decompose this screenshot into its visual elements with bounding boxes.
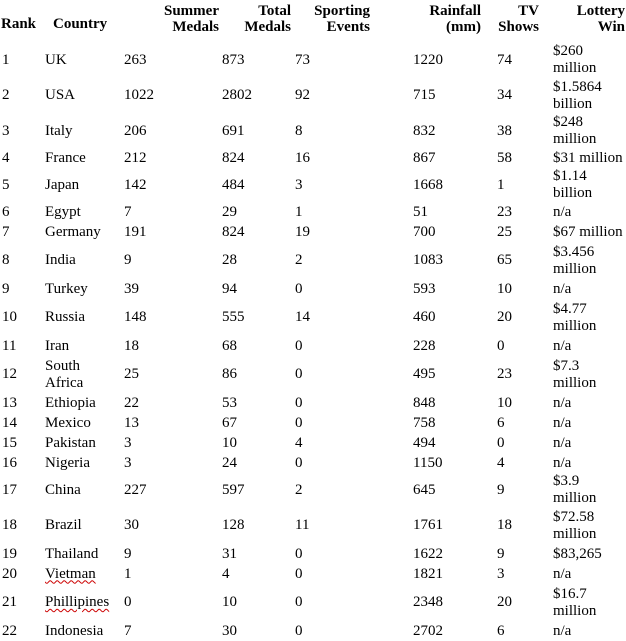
sporting-events-cell: 3 <box>295 176 303 193</box>
total-medals-cell: 86 <box>222 366 237 382</box>
rainfall-cell: 758 <box>413 414 436 431</box>
country-cell: Brazil <box>45 517 82 533</box>
rainfall-cell: 645 <box>413 481 436 498</box>
lottery-win-cell: n/a <box>553 394 572 411</box>
sporting-events-cell: 0 <box>295 545 303 562</box>
rainfall-cell: 494 <box>413 434 436 451</box>
rank-cell: 5 <box>2 176 10 193</box>
header-rank: Rank <box>1 16 37 32</box>
total-medals-cell: 31 <box>222 545 237 562</box>
rank-cell: 21 <box>2 594 17 610</box>
sporting-events-cell: 11 <box>295 517 310 533</box>
tv-shows-cell: 9 <box>497 545 505 562</box>
summer-medals-cell: 142 <box>124 176 147 193</box>
lottery-win-cell: n/a <box>553 414 572 431</box>
total-medals-cell: 824 <box>222 223 245 240</box>
table-row <box>1 621 625 641</box>
total-medals-cell: 824 <box>222 149 245 166</box>
rainfall-cell: 715 <box>413 87 436 103</box>
header-country: Country <box>53 16 108 32</box>
country-cell: Thailand <box>45 545 99 562</box>
country-cell: Mexico <box>45 414 91 431</box>
tv-shows-cell: 9 <box>497 481 505 498</box>
summer-medals-cell: 18 <box>124 337 139 354</box>
sporting-events-cell: 0 <box>295 414 303 431</box>
lottery-win-cell: n/a <box>553 434 572 451</box>
tv-shows-cell: 23 <box>497 203 512 220</box>
rainfall-cell: 1761 <box>413 517 443 533</box>
table-row <box>1 279 625 299</box>
sporting-events-cell: 0 <box>295 366 303 382</box>
total-medals-cell: 4 <box>222 565 230 582</box>
table-row <box>1 507 625 544</box>
lottery-win-cell: $248 million <box>553 114 597 147</box>
rainfall-cell: 1668 <box>413 176 443 193</box>
summer-medals-cell: 206 <box>124 122 147 139</box>
lottery-win-cell: $72.58 million <box>553 508 597 542</box>
sporting-events-cell: 0 <box>295 454 303 471</box>
total-medals-cell: 597 <box>222 481 245 498</box>
table-row <box>1 43 625 77</box>
rank-cell: 12 <box>2 366 17 382</box>
header-row <box>1 1 625 43</box>
country-cell: France <box>45 149 86 166</box>
lottery-win-cell: n/a <box>553 454 572 471</box>
summer-medals-cell: 25 <box>124 366 139 382</box>
table-row <box>1 148 625 168</box>
rank-cell: 4 <box>2 149 10 166</box>
total-medals-cell: 53 <box>222 394 237 411</box>
rainfall-cell: 1083 <box>413 252 443 268</box>
rainfall-cell: 51 <box>413 203 428 220</box>
tv-shows-cell: 65 <box>497 252 512 268</box>
total-medals-cell: 24 <box>222 454 237 471</box>
country-cell: Indonesia <box>45 622 104 639</box>
summer-medals-cell: 1022 <box>124 87 154 103</box>
rainfall-cell: 867 <box>413 149 436 166</box>
total-medals-cell: 68 <box>222 337 237 354</box>
table-row <box>1 473 625 507</box>
summer-medals-cell: 227 <box>124 481 147 498</box>
tv-shows-cell: 3 <box>497 565 505 582</box>
header-summer-medals: Summer Medals <box>164 3 219 35</box>
country-cell: India <box>45 252 76 268</box>
country-cell: Nigeria <box>45 454 90 471</box>
rank-cell: 14 <box>2 414 17 431</box>
lottery-win-cell: $4.77 million <box>553 300 597 334</box>
sporting-events-cell: 14 <box>295 309 310 325</box>
rainfall-cell: 1150 <box>413 454 443 471</box>
sporting-events-cell: 0 <box>295 280 303 297</box>
sporting-events-cell: 19 <box>295 223 310 240</box>
country-cell: Japan <box>45 176 80 193</box>
tv-shows-cell: 0 <box>497 337 505 354</box>
tv-shows-cell: 18 <box>497 517 512 533</box>
total-medals-cell: 484 <box>222 176 245 193</box>
rainfall-cell: 848 <box>413 394 436 411</box>
summer-medals-cell: 13 <box>124 414 139 431</box>
summer-medals-cell: 191 <box>124 223 147 240</box>
table-row <box>1 393 625 413</box>
table-row <box>1 413 625 433</box>
header-sporting-events: Sporting Events <box>314 3 370 35</box>
summer-medals-cell: 3 <box>124 434 132 451</box>
total-medals-cell: 67 <box>222 414 237 431</box>
sporting-events-cell: 0 <box>295 594 303 610</box>
rank-cell: 6 <box>2 203 10 220</box>
summer-medals-cell: 39 <box>124 280 139 297</box>
lottery-win-cell: $7.3 million <box>553 357 597 391</box>
sporting-events-cell: 8 <box>295 122 303 139</box>
lottery-win-cell: n/a <box>553 280 572 297</box>
sporting-events-cell: 2 <box>295 481 303 498</box>
total-medals-cell: 691 <box>222 122 245 139</box>
rank-cell: 3 <box>2 122 10 139</box>
table-row <box>1 168 625 202</box>
tv-shows-cell: 6 <box>497 622 505 639</box>
summer-medals-cell: 7 <box>124 203 132 220</box>
total-medals-cell: 873 <box>222 51 245 68</box>
rainfall-cell: 593 <box>413 280 436 297</box>
total-medals-cell: 2802 <box>222 87 252 103</box>
total-medals-cell: 29 <box>222 203 237 220</box>
rank-cell: 1 <box>2 51 10 68</box>
country-cell: Phillipines <box>45 594 110 610</box>
lottery-win-cell: $3.9 million <box>553 473 597 506</box>
total-medals-cell: 128 <box>222 517 245 533</box>
sporting-events-cell: 92 <box>295 87 310 103</box>
table-row <box>1 202 625 222</box>
sporting-events-cell: 16 <box>295 149 310 166</box>
rank-cell: 17 <box>2 481 17 498</box>
summer-medals-cell: 7 <box>124 622 132 639</box>
table-row <box>1 584 625 621</box>
sporting-events-cell: 0 <box>295 394 303 411</box>
tv-shows-cell: 25 <box>497 223 512 240</box>
lottery-win-cell: $16.7 million <box>553 585 597 619</box>
tv-shows-cell: 10 <box>497 280 512 297</box>
summer-medals-cell: 212 <box>124 149 147 166</box>
sporting-events-cell: 0 <box>295 622 303 639</box>
country-cell: USA <box>45 87 76 103</box>
lottery-win-cell: n/a <box>553 565 572 582</box>
lottery-win-cell: $3.456 million <box>553 243 597 277</box>
lottery-win-cell: $31 million <box>553 149 623 166</box>
rank-cell: 20 <box>2 565 17 582</box>
rainfall-cell: 495 <box>413 366 436 382</box>
country-cell: Italy <box>45 122 73 139</box>
header-lottery-win: Lottery Win <box>576 3 625 35</box>
table-row <box>1 336 625 356</box>
summer-medals-cell: 148 <box>124 309 147 325</box>
country-cell: Pakistan <box>45 434 96 451</box>
tv-shows-cell: 34 <box>497 87 512 103</box>
rank-cell: 10 <box>2 309 17 325</box>
country-cell: Vietman <box>45 565 96 582</box>
rainfall-cell: 228 <box>413 337 436 354</box>
table-row <box>1 77 625 114</box>
rainfall-cell: 1220 <box>413 51 443 68</box>
header-total-medals: Total Medals <box>244 3 291 35</box>
lottery-win-cell: $83,265 <box>553 545 602 562</box>
country-cell: Russia <box>45 309 86 325</box>
rank-cell: 15 <box>2 434 17 451</box>
sporting-events-cell: 2 <box>295 252 303 268</box>
rank-cell: 8 <box>2 252 10 268</box>
summer-medals-cell: 30 <box>124 517 139 533</box>
rank-cell: 19 <box>2 545 17 562</box>
table-row <box>1 242 625 279</box>
total-medals-cell: 28 <box>222 252 237 268</box>
tv-shows-cell: 38 <box>497 122 512 139</box>
country-cell: Iran <box>45 337 70 354</box>
summer-medals-cell: 0 <box>124 594 132 610</box>
table-row <box>1 564 625 584</box>
tv-shows-cell: 23 <box>497 366 512 382</box>
lottery-win-cell: n/a <box>553 622 572 639</box>
country-cell: Turkey <box>45 280 88 297</box>
table-row <box>1 114 625 148</box>
sporting-events-cell: 0 <box>295 337 303 354</box>
rank-cell: 7 <box>2 223 10 240</box>
rainfall-cell: 2348 <box>413 594 443 610</box>
rainfall-cell: 460 <box>413 309 436 325</box>
summer-medals-cell: 9 <box>124 545 132 562</box>
rainfall-cell: 1622 <box>413 545 443 562</box>
rainfall-cell: 1821 <box>413 565 443 582</box>
total-medals-cell: 555 <box>222 309 245 325</box>
tv-shows-cell: 0 <box>497 434 505 451</box>
table-row <box>1 433 625 453</box>
tv-shows-cell: 6 <box>497 414 505 431</box>
table-row <box>1 453 625 473</box>
sporting-events-cell: 73 <box>295 51 310 68</box>
table-row <box>1 356 625 393</box>
country-stats-table <box>1 1 625 641</box>
tv-shows-cell: 10 <box>497 394 512 411</box>
summer-medals-cell: 3 <box>124 454 132 471</box>
table-row <box>1 222 625 242</box>
header-rainfall: Rainfall (mm) <box>429 3 481 35</box>
rank-cell: 16 <box>2 454 17 471</box>
lottery-win-cell: n/a <box>553 203 572 220</box>
table-body <box>1 43 625 641</box>
country-cell: UK <box>45 51 67 68</box>
tv-shows-cell: 4 <box>497 454 505 471</box>
table-row <box>1 299 625 336</box>
summer-medals-cell: 9 <box>124 252 132 268</box>
table-row <box>1 544 625 564</box>
country-cell: Ethiopia <box>45 394 96 411</box>
lottery-win-cell: $67 million <box>553 223 623 240</box>
summer-medals-cell: 263 <box>124 51 147 68</box>
total-medals-cell: 30 <box>222 622 237 639</box>
tv-shows-cell: 20 <box>497 594 512 610</box>
lottery-win-cell: n/a <box>553 337 572 354</box>
total-medals-cell: 94 <box>222 280 237 297</box>
rainfall-cell: 2702 <box>413 622 443 639</box>
summer-medals-cell: 22 <box>124 394 139 411</box>
lottery-win-cell: $260 million <box>553 43 597 76</box>
total-medals-cell: 10 <box>222 594 237 610</box>
tv-shows-cell: 1 <box>497 176 505 193</box>
summer-medals-cell: 1 <box>124 565 132 582</box>
header-tv-shows: TV Shows <box>498 3 539 35</box>
tv-shows-cell: 58 <box>497 149 512 166</box>
rank-cell: 13 <box>2 394 17 411</box>
tv-shows-cell: 74 <box>497 51 512 68</box>
tv-shows-cell: 20 <box>497 309 512 325</box>
total-medals-cell: 10 <box>222 434 237 451</box>
country-cell: China <box>45 481 81 498</box>
rank-cell: 11 <box>2 337 17 354</box>
sporting-events-cell: 0 <box>295 565 303 582</box>
country-cell: Germany <box>45 223 101 240</box>
rainfall-cell: 700 <box>413 223 436 240</box>
lottery-win-cell: $1.5864 billion <box>553 78 602 112</box>
sporting-events-cell: 4 <box>295 434 303 451</box>
rank-cell: 9 <box>2 280 10 297</box>
country-cell: Egypt <box>45 203 81 220</box>
rainfall-cell: 832 <box>413 122 436 139</box>
rank-cell: 22 <box>2 622 17 639</box>
rank-cell: 18 <box>2 517 17 533</box>
country-cell: South Africa <box>45 357 84 391</box>
lottery-win-cell: $1.14 billion <box>553 168 593 201</box>
sporting-events-cell: 1 <box>295 203 303 220</box>
rank-cell: 2 <box>2 87 10 103</box>
